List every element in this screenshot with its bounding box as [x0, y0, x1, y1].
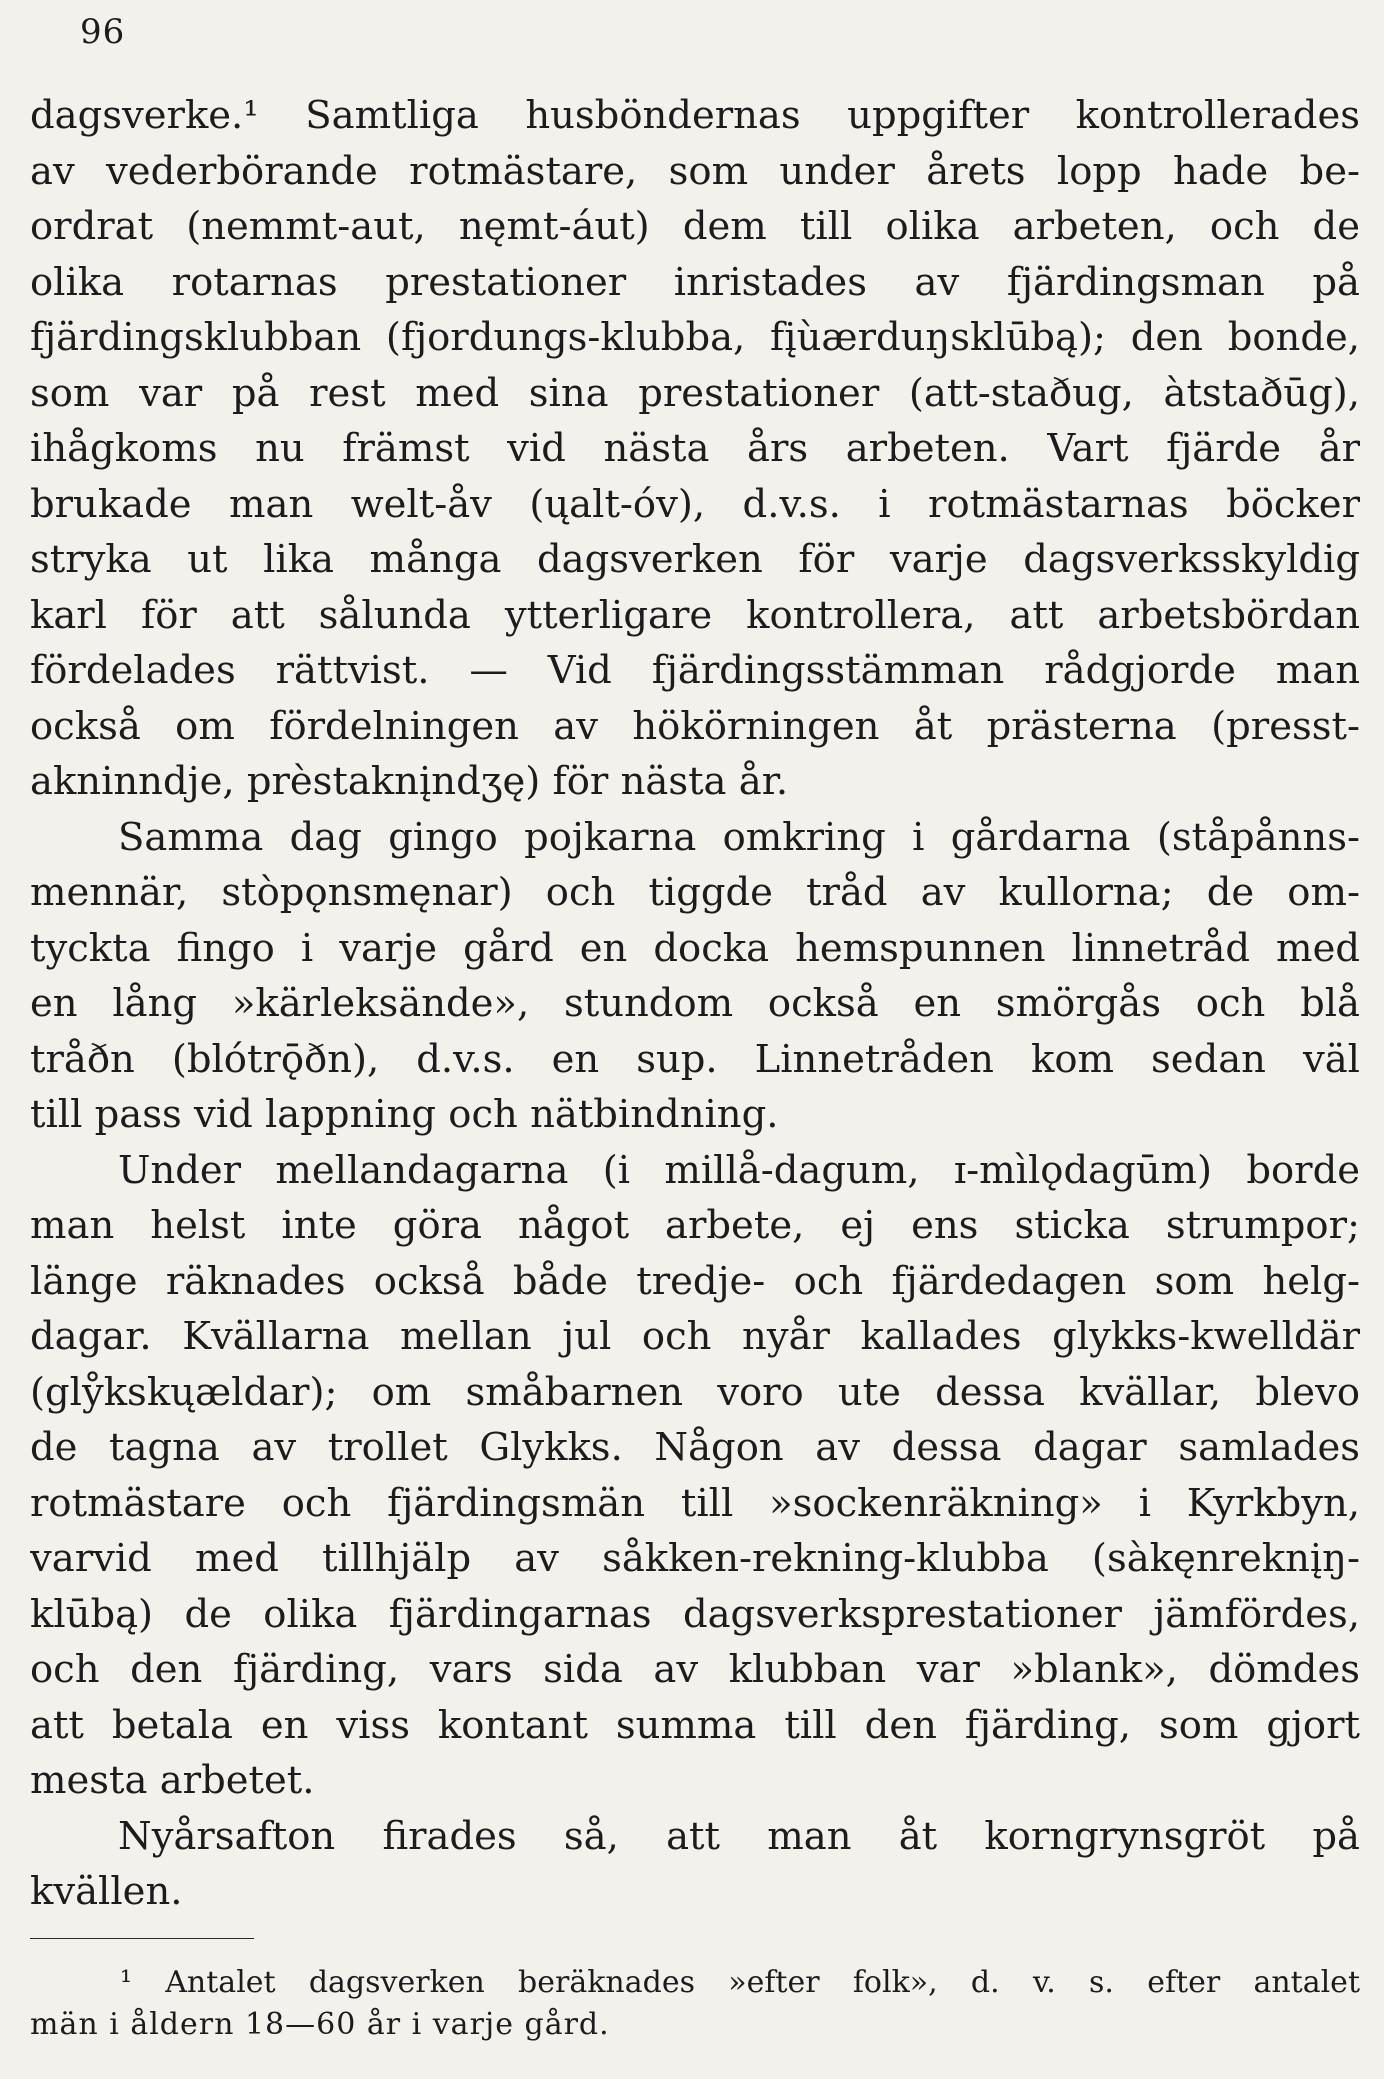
- body-text: [30, 88, 1360, 1920]
- footnote-divider: [30, 1938, 254, 1939]
- text-line: också om fördelningen av hökörningen åt prästerna (presst-: [30, 703, 1360, 749]
- text-line: stryka ut lika många dagsverken för varje dagsverksskyldig: [30, 537, 1360, 582]
- text-line: rotmästare och fjärdingsmän till »sockenräkning» i Kyrkbyn,: [30, 1480, 1360, 1526]
- footnote-line: män i åldern 18—60 år i varje gård.: [30, 2007, 610, 2042]
- paragraph-start-line: Under mellandagarna (i millå-dagum, ɪ-mìlǫdagūm) borde: [118, 1147, 1360, 1193]
- text-line: akninndje, prèstaknįndʒę) för nästa år.: [30, 759, 789, 804]
- text-line: tyckta fingo i varje gård en docka hemspunnen linnetråd med: [30, 925, 1360, 971]
- text-line: mesta arbetet.: [30, 1758, 315, 1803]
- text-line: ordrat (nemmt-aut, nęmt-áut) dem till olika arbeten, och de: [30, 204, 1360, 249]
- text-line: mennär, stòpǫnsmęnar) och tiggde tråd av kullorna; de om-: [30, 870, 1360, 915]
- text-line: en lång »kärleksände», stundom också en smörgås och blå: [30, 981, 1360, 1026]
- text-line: brukade man welt-åv (ųalt-óv), d.v.s. i rotmästarnas böcker: [30, 481, 1360, 527]
- text-line: dagsverke.¹ Samtliga husböndernas uppgifter kontrollerades: [30, 93, 1360, 138]
- footnotes: [30, 1962, 1360, 2046]
- text-line: olika rotarnas prestationer inristades av fjärdingsman på: [30, 259, 1360, 305]
- text-line: kvällen.: [30, 1869, 183, 1914]
- text-line: ihågkoms nu främst vid nästa års arbeten. Vart fjärde år: [30, 426, 1360, 471]
- footnote-line: ¹ Antalet dagsverken beräknades »efter folk», d. v. s. efter antalet: [120, 1965, 1360, 2000]
- text-line: länge räknades också både tredje- och fjärdedagen som helg-: [30, 1258, 1360, 1304]
- paragraph-start-line: Samma dag gingo pojkarna omkring i gårdarna (ståpånns-: [118, 814, 1360, 860]
- text-line: varvid med tillhjälp av såkken-rekning-klubba (sàkęnreknįŋ-: [30, 1536, 1360, 1581]
- text-line: fördelades rättvist. — Vid fjärdingsstämman rådgjorde man: [30, 648, 1360, 693]
- text-line: de tagna av trollet Glykks. Någon av dessa dagar samlades: [30, 1425, 1360, 1470]
- text-line: karl för att sålunda ytterligare kontrollera, att arbetsbördan: [30, 592, 1360, 638]
- paragraph-start-line: Nyårsafton firades så, att man åt korngrynsgröt på: [118, 1813, 1360, 1859]
- text-line: klūbą) de olika fjärdingarnas dagsverksprestationer jämfördes,: [30, 1591, 1360, 1637]
- text-line: (glẙkskųældar); om småbarnen voro ute dessa kvällar, blevo: [30, 1369, 1360, 1415]
- text-line: dagar. Kvällarna mellan jul och nyår kallades glykks-kwelldär: [30, 1314, 1360, 1359]
- text-line: som var på rest med sina prestationer (att-staðug, àtstaðūg),: [30, 370, 1360, 416]
- text-line: och den fjärding, vars sida av klubban var »blank», dömdes: [30, 1647, 1360, 1692]
- text-line: fjärdingsklubban (fjordungs-klubba, fįùærduŋsklūbą); den bonde,: [30, 315, 1360, 360]
- text-line: till pass vid lappning och nätbindning.: [30, 1092, 779, 1137]
- page-number: 96: [80, 12, 126, 52]
- text-line: att betala en viss kontant summa till den fjärding, som gjort: [30, 1702, 1360, 1748]
- text-line: tråðn (blótrǭðn), d.v.s. en sup. Linnetråden kom sedan väl: [30, 1036, 1360, 1082]
- text-line: av vederbörande rotmästare, som under årets lopp hade be-: [30, 148, 1360, 194]
- text-line: man helst inte göra något arbete, ej ens sticka strumpor;: [30, 1203, 1360, 1248]
